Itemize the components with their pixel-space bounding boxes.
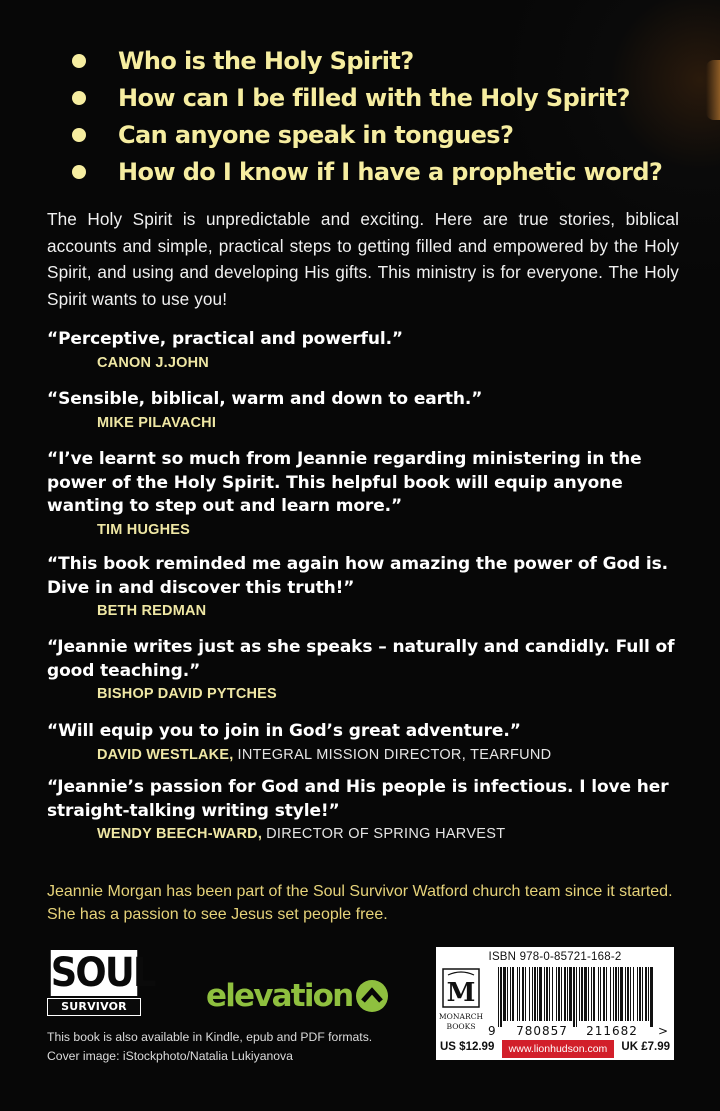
- endorsement-quote: “This book reminded me again how amazing the power of God is. Dive in and discover this truth!”: [47, 554, 669, 598]
- barcode-bar: [532, 967, 533, 1021]
- endorsement-attribution: [47, 744, 687, 766]
- bullet-dot: [72, 91, 86, 105]
- barcode-left-digits: 780857: [516, 1024, 568, 1038]
- question-item: [72, 42, 662, 79]
- barcode-bar: [567, 967, 568, 1021]
- question-item: [72, 153, 662, 190]
- barcode-bar: [534, 967, 536, 1021]
- barcode-lead-digit: 9: [488, 1024, 496, 1038]
- endorser-role: INTEGRAL MISSION DIRECTOR, TEARFUND: [237, 746, 552, 763]
- barcode-bars: [498, 967, 653, 1027]
- barcode-bar: [630, 967, 631, 1021]
- barcode-bar: [576, 967, 577, 1027]
- endorsement-attribution: [47, 519, 687, 541]
- question-text: How can I be filled with the Holy Spirit?: [118, 83, 630, 112]
- endorsement-quote: “I’ve learnt so much from Jeannie regarding ministering in the power of the Holy Spirit. This helpful book will equip anyone wanting to step out and learn more.”: [47, 449, 642, 516]
- barcode-graphic: [486, 967, 670, 1037]
- barcode-bar: [579, 967, 580, 1021]
- barcode-bar: [618, 967, 619, 1021]
- barcode-bar: [613, 967, 614, 1021]
- barcode-bar: [650, 967, 653, 1027]
- bullet-dot: [72, 165, 86, 179]
- barcode-bar: [615, 967, 617, 1021]
- endorsement: [47, 448, 687, 541]
- endorsement-attribution: [47, 683, 687, 705]
- soul-logo-word: SOUL: [50, 950, 155, 996]
- barcode-bar: [639, 967, 641, 1021]
- elevation-chevron-icon: [355, 979, 389, 1013]
- barcode-bar: [645, 967, 647, 1021]
- barcode-bar: [610, 967, 611, 1021]
- barcode-bar: [620, 967, 623, 1021]
- monarch-word: MONARCH: [438, 1012, 484, 1021]
- endorser-name: CANON J.JOHN: [97, 354, 209, 371]
- availability-note: This book is also available in Kindle, epub and PDF formats.: [47, 1030, 373, 1044]
- barcode-bar: [503, 967, 506, 1021]
- endorsement-quote: “Jeannie writes just as she speaks – naturally and candidly. Full of good teaching.”: [47, 637, 675, 681]
- barcode-bar: [525, 967, 526, 1021]
- barcode-bar: [546, 967, 548, 1021]
- candle-glow: [706, 60, 720, 120]
- publisher-website: www.lionhudson.com: [502, 1040, 614, 1058]
- soul-survivor-logo: [47, 950, 155, 1016]
- barcode-bar: [512, 967, 514, 1021]
- question-text: Can anyone speak in tongues?: [118, 120, 514, 149]
- bullet-dot: [72, 128, 86, 142]
- barcode-panel: [436, 947, 674, 1060]
- barcode-bar: [552, 967, 553, 1021]
- barcode-bar: [569, 967, 572, 1021]
- us-price: US $12.99: [440, 1041, 495, 1053]
- endorsement: [47, 776, 687, 845]
- barcode-bar: [507, 967, 508, 1021]
- question-item: [72, 79, 662, 116]
- endorsement-quote: “Jeannie’s passion for God and His people is infectious. I love her straight-talking writing style!”: [47, 777, 669, 821]
- barcode-bar: [637, 967, 638, 1021]
- barcode-bar: [588, 967, 589, 1021]
- endorsement: [47, 328, 687, 374]
- endorsement-attribution: [47, 823, 687, 845]
- barcode-bar: [633, 967, 634, 1021]
- barcode-bar: [648, 967, 649, 1021]
- barcode-bar: [600, 967, 601, 1021]
- books-word: BOOKS: [446, 1022, 476, 1031]
- barcode-bar: [556, 967, 557, 1021]
- barcode-chevron: >: [658, 1024, 669, 1038]
- monarch-books-logo: [438, 967, 484, 1033]
- uk-price: UK £7.99: [621, 1041, 670, 1053]
- question-item: [72, 116, 662, 153]
- endorsement-attribution: [47, 600, 687, 622]
- barcode-bar: [584, 967, 587, 1021]
- question-text: Who is the Holy Spirit?: [118, 46, 414, 75]
- intro-paragraph: The Holy Spirit is unpredictable and exciting. Here are true stories, biblical accounts and simple, practical steps to getting filled and empowered by the Holy Spirit, and using and developing His gifts. This ministry is for everyone. The Holy Spirit wants to use you!: [47, 209, 679, 309]
- barcode-bar: [522, 967, 524, 1021]
- barcode-bar: [642, 967, 643, 1021]
- endorsement: [47, 553, 687, 622]
- isbn-label: ISBN 978-0-85721-168-2: [488, 951, 622, 963]
- format-note: [47, 1028, 372, 1066]
- endorser-name: TIM HUGHES: [97, 521, 191, 538]
- barcode-bar: [544, 967, 545, 1021]
- barcode-bar: [510, 967, 511, 1021]
- barcode-bar: [581, 967, 583, 1021]
- endorser-name: BETH REDMAN: [97, 603, 207, 619]
- barcode-bar: [593, 967, 595, 1021]
- endorsement-quote: “Perceptive, practical and powerful.”: [47, 329, 403, 349]
- bullet-dot: [72, 54, 86, 68]
- elevation-logo: [206, 978, 389, 1014]
- endorsement: [47, 636, 687, 705]
- barcode-bar: [627, 967, 629, 1021]
- barcode-bar: [598, 967, 599, 1021]
- price-row: [436, 1039, 674, 1059]
- barcode-bar: [606, 967, 607, 1021]
- barcode-bar: [498, 967, 499, 1027]
- endorser-name: BISHOP DAVID PYTCHES: [97, 686, 277, 702]
- endorsement-attribution: [47, 352, 687, 374]
- barcode-bar: [573, 967, 575, 1027]
- monarch-letter: M: [446, 978, 476, 1008]
- endorsement-quote: “Will equip you to join in God’s great adventure.”: [47, 721, 521, 741]
- question-list: [72, 42, 662, 190]
- barcode-bar: [591, 967, 592, 1021]
- barcode-bar: [603, 967, 605, 1021]
- barcode-bar: [561, 967, 562, 1021]
- question-text: How do I know if I have a prophetic word?: [118, 157, 663, 186]
- barcode-bar: [529, 967, 530, 1021]
- barcode-bar: [539, 967, 542, 1021]
- cover-credit: Cover image: iStockphoto/Natalia Lukiyanova: [47, 1049, 293, 1063]
- endorsement-quote: “Sensible, biblical, warm and down to earth.”: [47, 389, 483, 409]
- barcode-bar: [625, 967, 626, 1021]
- barcode-bar: [517, 967, 518, 1021]
- endorsement: [47, 388, 687, 434]
- barcode-bar: [549, 967, 550, 1021]
- author-bio: Jeannie Morgan has been part of the Soul Survivor Watford church team since it started. She has a passion to see Jesus set people free.: [47, 883, 673, 923]
- survivor-logo-word: SURVIVOR: [47, 998, 141, 1016]
- endorsement: [47, 720, 687, 766]
- barcode-bar: [558, 967, 560, 1021]
- elevation-logo-word: elevation: [206, 978, 353, 1014]
- endorser-name: WENDY BEECH-WARD,: [97, 826, 263, 842]
- barcode-bar: [564, 967, 566, 1021]
- barcode-right-digits: 211682: [586, 1024, 638, 1038]
- endorser-name: MIKE PILAVACHI: [97, 414, 217, 431]
- endorser-role: DIRECTOR OF SPRING HARVEST: [266, 826, 506, 842]
- endorser-name: DAVID WESTLAKE,: [97, 746, 234, 763]
- barcode-bar: [537, 967, 538, 1021]
- barcode-bar: [519, 967, 520, 1021]
- endorsement-attribution: [47, 412, 687, 434]
- barcode-bar: [500, 967, 502, 1027]
